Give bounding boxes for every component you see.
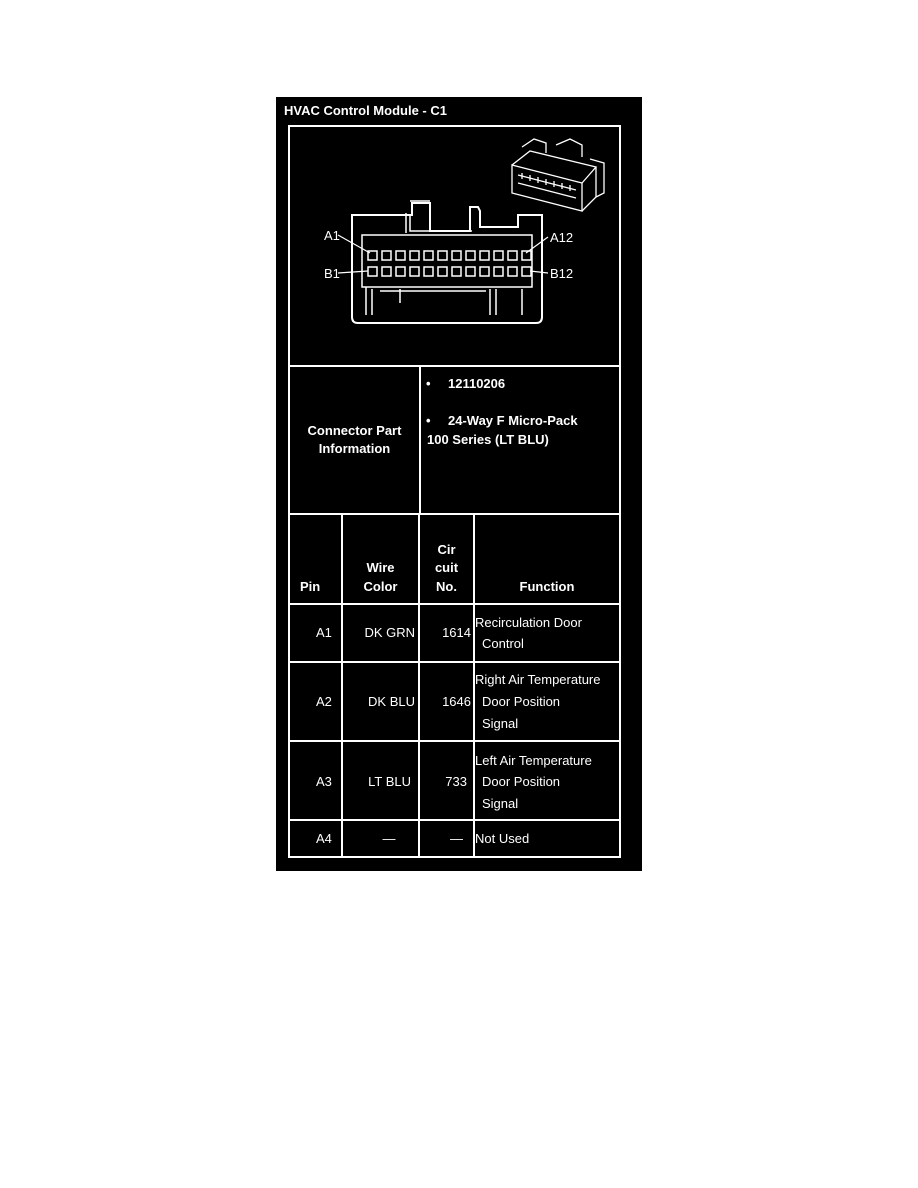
header-function: Function (519, 579, 575, 594)
connector-lower-keys (366, 287, 522, 315)
header-circuit-line3: No. (436, 579, 457, 594)
connector-face-outline (352, 203, 542, 323)
row-function-line2: Control (482, 636, 524, 651)
connector-diagram (290, 127, 619, 365)
pin-row-a (368, 251, 531, 260)
diagram-cell (288, 125, 621, 367)
row-circuit: 1646 (442, 694, 471, 709)
panel-title: HVAC Control Module - C1 (284, 103, 447, 118)
description-line2: 100 Series (LT BLU) (427, 432, 549, 447)
connector-latch (410, 215, 472, 231)
pin-row-b (368, 267, 531, 276)
row-function-line3: Signal (482, 796, 519, 811)
row-function-line1: Not Used (475, 831, 530, 846)
row-wire: DK BLU (368, 694, 415, 709)
row-wire: — (382, 831, 396, 846)
bullet-part-number: • (426, 376, 431, 391)
connector-inner-frame (362, 235, 532, 287)
row-pin: A2 (316, 694, 332, 709)
leader-a1 (338, 235, 370, 253)
part-number: 12110206 (448, 376, 506, 391)
header-wire-line2: Color (363, 579, 398, 594)
header-pin: Pin (300, 579, 321, 594)
row-pin: A4 (316, 831, 332, 846)
row-pin: A1 (316, 625, 332, 640)
row-circuit: 733 (445, 774, 467, 789)
connector-isometric-icon (512, 139, 604, 211)
connector-panel (276, 97, 642, 871)
header-circuit-line2: cuit (434, 560, 459, 575)
label-b1: B1 (324, 266, 340, 281)
row-function-line2: Door Position (482, 774, 561, 789)
row-function-line1: Recirculation Door (475, 615, 582, 630)
row-function-line1: Right Air Temperature (475, 672, 601, 687)
description-line1: 24-Way F Micro-Pack (448, 413, 578, 428)
label-a12: A12 (550, 230, 574, 245)
row-function-line2: Door Position (482, 694, 561, 709)
bullet-description: • (426, 413, 431, 428)
row-circuit: — (450, 831, 463, 846)
row-function-line1: Left Air Temperature (475, 753, 592, 768)
header-wire-line1: Wire (366, 560, 395, 575)
row-wire: LT BLU (368, 774, 411, 789)
connector-info-label-line1: Connector Part (307, 423, 402, 438)
label-b12: B12 (550, 266, 574, 281)
leader-a12 (526, 237, 548, 253)
row-wire: DK GRN (364, 625, 415, 640)
row-circuit: 1614 (442, 625, 471, 640)
row-function-line3: Signal (482, 716, 519, 731)
label-a1: A1 (324, 228, 340, 243)
header-circuit-line1: Cir (437, 542, 456, 557)
connector-info-label-line2: Information (318, 441, 391, 456)
row-pin: A3 (316, 774, 332, 789)
